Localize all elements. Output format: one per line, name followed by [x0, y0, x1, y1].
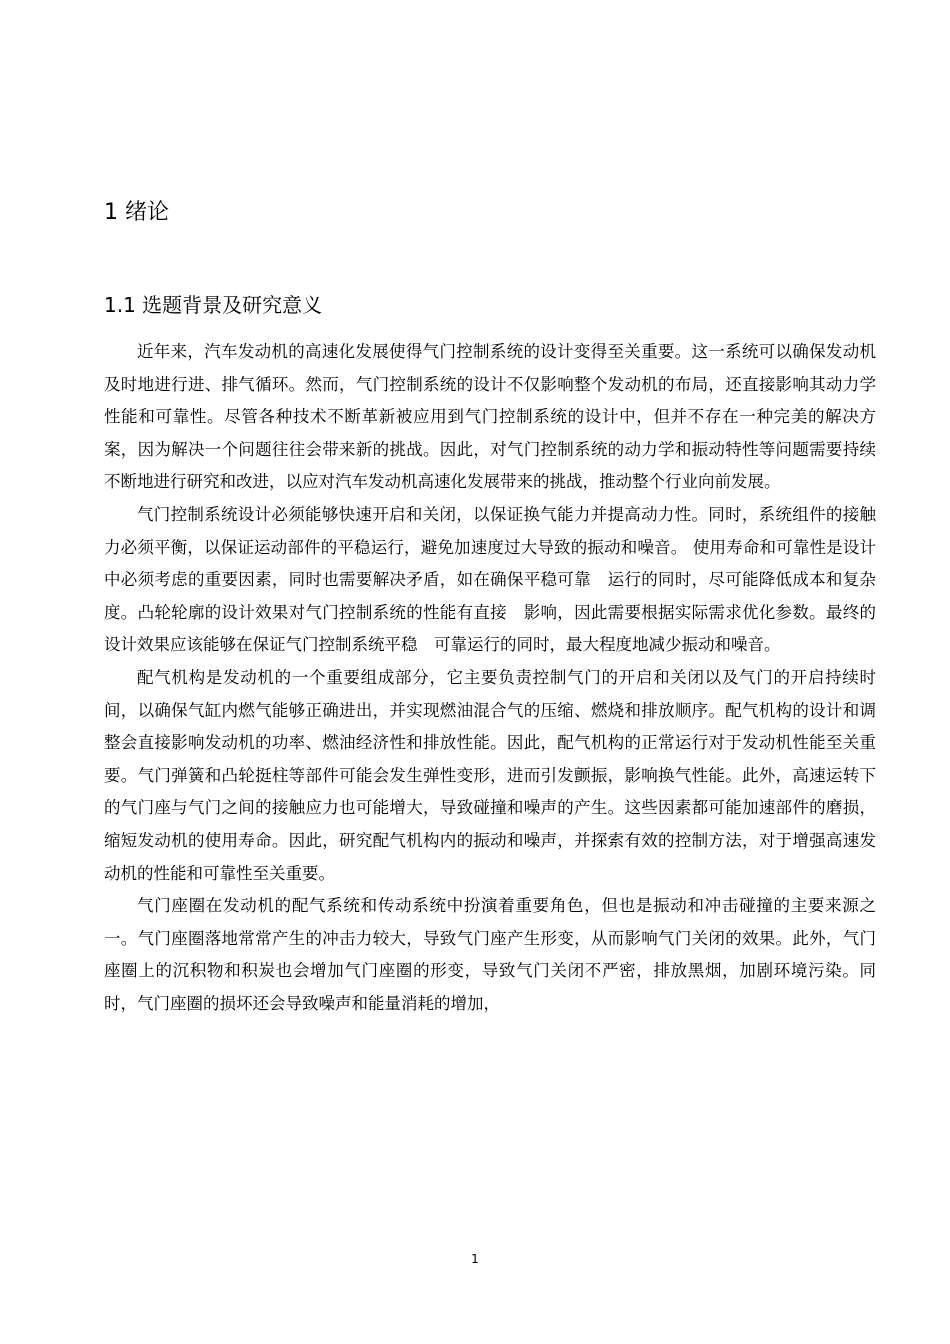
section-title: 1.1 选题背景及研究意义	[104, 293, 323, 317]
paragraph-2: 气门控制系统设计必须能够快速开启和关闭，以保证换气能力并提高动力性。同时，系统组件的接触力必须平衡，以保证运动部件的平稳运行，避免加速度过大导致的振动和噪音。 使用寿命和可靠性是设计中必须考虑的重要因素，同时也需要解决矛盾，如在确保平稳可靠 运行的同时，尽可能降低成本和复杂度。凸轮轮廓的设计效果对气门控制系统的性能有直接 影响，因此需要根据实际需求优化参数。最终的设计效果应该能够在保证气门控制系统平稳 可靠运行的同时，最大程度地减少振动和噪音。	[104, 504, 876, 655]
chapter-title: 1 绪论	[104, 200, 169, 225]
page-number: 1	[471, 1252, 479, 1266]
paragraph-4: 气门座圈在发动机的配气系统和传动系统中扮演着重要角色，但也是振动和冲击碰撞的主要来源之一。气门座圈落地常常产生的冲击力较大，导致气门座产生形变，从而影响气门关闭的效果。此外，气门座圈上的沉积物和积炭也会增加气门座圈的形变，导致气门关闭不严密，排放黑烟，加剧环境污染。同时，气门座圈的损坏还会导致噪声和能量消耗的增加，	[104, 896, 876, 1013]
body-text	[104, 336, 876, 1020]
paragraph-1: 近年来，汽车发动机的高速化发展使得气门控制系统的设计变得至关重要。这一系统可以确保发动机及时地进行进、排气循环。然而，气门控制系统的设计不仅影响整个发动机的布局，还直接影响其动力学性能和可靠性。尽管各种技术不断革新被应用到气门控制系统的设计中，但并不存在一种完美的解决方案，因为解决一个问题往往会带来新的挑战。因此，对气门控制系统的动力学和振动特性等问题需要持续不断地进行研究和改进，以应对汽车发动机高速化发展带来的挑战，推动整个行业向前发展。	[104, 342, 876, 492]
paragraph-3: 配气机构是发动机的一个重要组成部分，它主要负责控制气门的开启和关闭以及气门的开启持续时间，以确保气缸内燃气能够正确进出，并实现燃油混合气的压缩、燃烧和排放顺序。配气机构的设计和调整会直接影响发动机的功率、燃油经济性和排放性能。因此，配气机构的正常运行对于发动机性能至关重要。气门弹簧和凸轮挺柱等部件可能会发生弹性变形，进而引发颤振，影响换气性能。此外，高速运转下的气门座与气门之间的接触应力也可能增大，导致碰撞和噪声的产生。这些因素都可能加速部件的磨损，缩短发动机的使用寿命。因此，研究配气机构内的振动和噪声，并探索有效的控制方法，对于增强高速发动机的性能和可靠性至关重要。	[104, 667, 876, 883]
